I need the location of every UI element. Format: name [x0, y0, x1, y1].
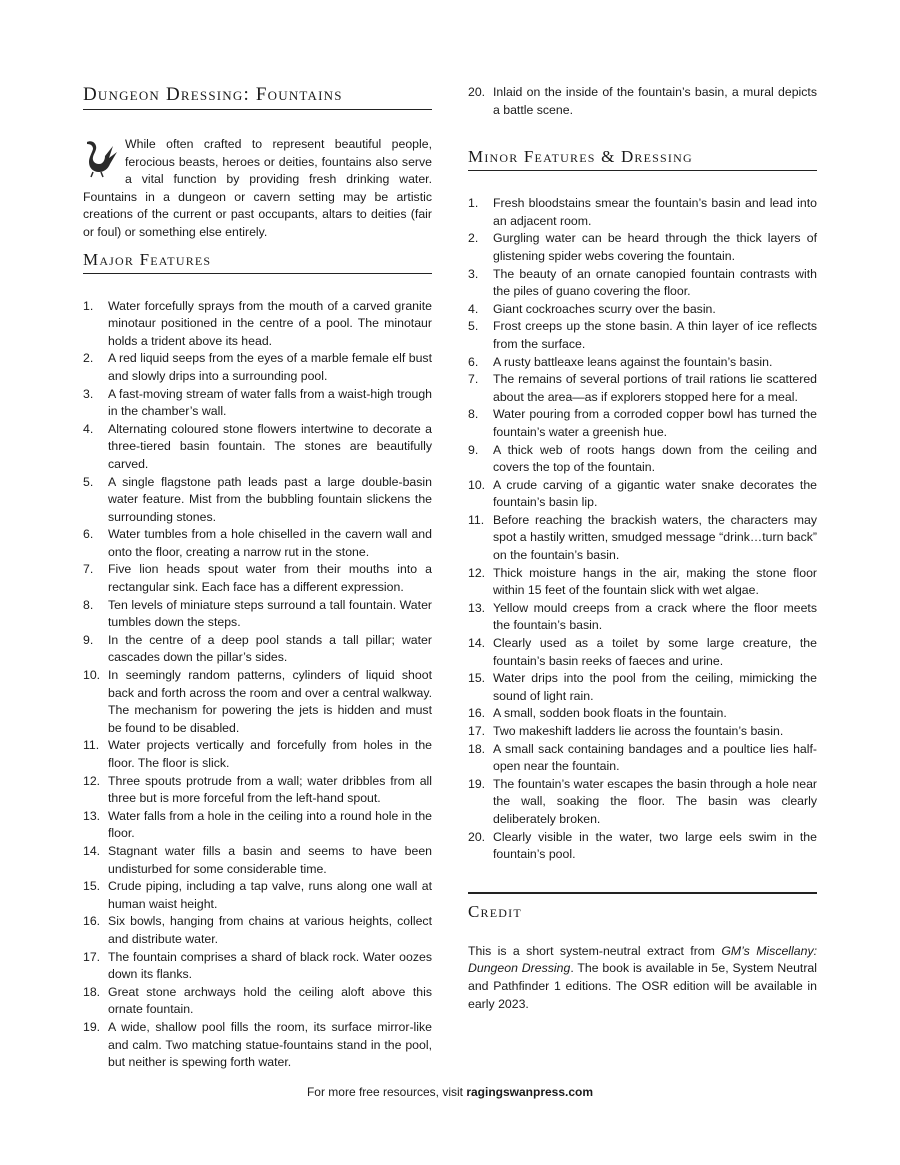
list-item — [468, 512, 817, 565]
list-item-number: 14. — [468, 636, 486, 651]
list-item-text: A wide, shallow pool fills the room, its surface mirror-like and calm. Two matching statue-fountains stand in the pool, but neither is spewing forth water. — [108, 1019, 432, 1070]
list-item — [83, 773, 432, 808]
list-item — [468, 318, 817, 353]
list-item — [83, 526, 432, 561]
list-item-number: 12. — [468, 565, 486, 580]
list-item-text: Stagnant water fills a basin and seems to have been undisturbed for some considerable time. — [108, 843, 432, 876]
list-item-text: Water tumbles from a hole chiselled in the cavern wall and onto the floor, creating a narrow rut in the stone. — [108, 527, 432, 559]
footer-link[interactable]: ragingswanpress.com — [466, 1085, 594, 1099]
list-item — [83, 984, 432, 1019]
list-item-text: Thick moisture hangs in the air, making the stone floor within 15 feet of the fountain slick with wet algae. — [493, 565, 817, 598]
list-item-text: The fountain comprises a shard of black rock. Water oozes down its flanks. — [108, 949, 432, 982]
list-item — [83, 667, 432, 737]
list-item-text: Inlaid on the inside of the fountain’s basin, a mural depicts a battle scene. — [493, 85, 817, 117]
list-item — [83, 913, 432, 948]
list-item-text: Clearly used as a toilet by some large creature, the fountain’s basin reeks of faeces and urine. — [493, 636, 817, 668]
footer — [0, 1085, 900, 1099]
list-item-number: 16. — [83, 914, 101, 929]
list-item-number: 20. — [468, 85, 486, 99]
list-item-text: Crude piping, including a tap valve, runs along one wall at human waist height. — [108, 879, 432, 911]
list-item — [468, 406, 817, 441]
list-item — [468, 230, 817, 265]
page-title: Dungeon Dressing: Fountains — [83, 84, 432, 110]
list-item-text: Frost creeps up the stone basin. A thin layer of ice reflects from the surface. — [493, 319, 817, 351]
list-item — [83, 737, 432, 772]
list-item — [468, 354, 817, 372]
list-item-number: 19. — [83, 1019, 101, 1034]
list-item — [468, 741, 817, 776]
list-item-number: 10. — [83, 668, 101, 683]
intro-block — [83, 136, 432, 242]
list-item-number: 1. — [468, 196, 479, 211]
list-item-text: In seemingly random patterns, cylinders of liquid shoot back and forth across the room and over a central walkway. The mechanism for powering the jets is hidden and must be found to be disabled. — [108, 668, 432, 735]
list-item-text: Fresh bloodstains smear the fountain’s basin and lead into an adjacent room. — [493, 196, 817, 228]
list-item-number: 17. — [468, 724, 486, 738]
list-item-text: Great stone archways hold the ceiling aloft above this ornate fountain. — [108, 984, 432, 1017]
list-item — [83, 474, 432, 527]
list-item — [468, 301, 817, 319]
list-item-text: Ten levels of miniature steps surround a tall fountain. Water tumbles down the steps. — [108, 597, 432, 630]
list-item — [83, 843, 432, 878]
major-features-list — [83, 298, 432, 1072]
list-item — [468, 635, 817, 670]
list-item-number: 4. — [83, 421, 94, 436]
book-title: GM’s Miscellany: Dungeon Dressing — [468, 943, 818, 976]
list-item-text: A rusty battleaxe leans against the fountain’s basin. — [493, 354, 773, 369]
list-item — [83, 561, 432, 596]
credit-text — [468, 943, 817, 1013]
intro-text: While often crafted to represent beautiful people, ferocious beasts, heroes or deities, fountains also serve a vital function by providing fresh drinking water. Fountains in a dungeon or cavern setting may be artistic creations of the current or past occupants, altars to deities (fair or foul) or something else entirely. — [83, 137, 432, 239]
list-item-text: A single flagstone path leads past a large double-basin water feature. Mist from the bubbling fountain slickens the surrounding stones. — [108, 474, 432, 524]
list-item — [468, 600, 817, 635]
list-item-text: A small sack containing bandages and a poultice lies half-open near the fountain. — [493, 741, 817, 774]
minor-features-heading: Minor Features & Dressing — [468, 147, 817, 171]
list-item-number: 4. — [468, 301, 479, 316]
list-item-number: 2. — [468, 231, 479, 246]
list-item — [83, 632, 432, 667]
list-item-number: 1. — [83, 298, 94, 313]
list-item-number: 8. — [468, 407, 479, 422]
list-item-text: A small, sodden book floats in the fountain. — [493, 706, 727, 721]
list-item-number: 5. — [83, 474, 94, 489]
list-item-text: A thick web of roots hangs down from the ceiling and covers the top of the fountain. — [493, 442, 817, 475]
list-item-text: Water drips into the pool from the ceiling, mimicking the sound of light rain. — [493, 671, 817, 703]
minor-features-list — [468, 195, 817, 864]
list-item-number: 11. — [468, 512, 485, 527]
credit-text-before: This is a short system-neutral extract from — [468, 943, 722, 958]
list-item-number: 5. — [468, 319, 479, 334]
list-item — [468, 195, 817, 230]
list-item-number: 14. — [83, 843, 101, 858]
list-item-number: 9. — [83, 632, 94, 647]
list-item-text: Six bowls, hanging from chains at various heights, collect and distribute water. — [108, 914, 432, 946]
list-item-text: A fast-moving stream of water falls from a waist-high trough in the chamber’s wall. — [108, 386, 432, 419]
credit-heading: Credit — [468, 901, 522, 921]
list-item-text: Water pouring from a corroded copper bowl has turned the fountain’s water a greenish hue. — [493, 407, 817, 439]
list-item-number: 16. — [468, 706, 486, 721]
list-item — [83, 298, 432, 351]
list-item-number: 8. — [83, 597, 94, 612]
list-item-text: Water projects vertically and forcefully from holes in the floor. The floor is slick. — [108, 738, 432, 770]
list-item-text: Giant cockroaches scurry over the basin. — [493, 301, 716, 316]
list-item — [468, 442, 817, 477]
list-item-text: Water forcefully sprays from the mouth of a carved granite minotaur positioned in the centre of a pool. The minotaur holds a trident above its head. — [108, 298, 432, 348]
list-item-number: 7. — [83, 562, 94, 577]
list-item — [83, 808, 432, 843]
list-item-text: A red liquid seeps from the eyes of a marble female elf bust and slowly drips into a surrounding pool. — [108, 351, 432, 383]
list-item-number: 12. — [83, 773, 101, 788]
list-item-number: 18. — [83, 984, 101, 999]
list-item-number: 17. — [83, 949, 101, 964]
list-item-text: The fountain’s water escapes the basin through a hole near the wall, soaking the floor. The basin was clearly deliberately broken. — [493, 776, 817, 826]
list-item — [468, 723, 817, 741]
list-item — [468, 565, 817, 600]
credit-divider — [468, 892, 817, 894]
list-item-number: 15. — [83, 879, 101, 894]
list-item — [83, 878, 432, 913]
list-item-text: Five lion heads spout water from their mouths into a rectangular sink. Each face has a different expression. — [108, 562, 432, 595]
list-item-text: Gurgling water can be heard through the thick layers of glistening spider webs covering the fountain. — [493, 231, 817, 263]
right-column — [468, 84, 817, 1013]
list-item-text: A crude carving of a gigantic water snake decorates the fountain’s basin lip. — [493, 477, 817, 510]
major-features-heading: Major Features — [83, 250, 432, 274]
list-item — [468, 776, 817, 829]
left-column — [83, 84, 432, 1072]
list-item-number: 3. — [83, 386, 94, 401]
list-item — [83, 350, 432, 385]
list-item — [83, 1019, 432, 1072]
list-item-number: 19. — [468, 776, 486, 791]
major-features-list-continued — [468, 84, 817, 119]
list-item-number: 18. — [468, 741, 486, 756]
list-item-number: 15. — [468, 671, 486, 686]
list-item-text: The remains of several portions of trail rations lie scattered about the area—as if explorers stopped here for a meal. — [493, 372, 817, 404]
list-item-text: The beauty of an ornate canopied fountain contrasts with the piles of guano covering the floor. — [493, 266, 817, 299]
list-item — [468, 705, 817, 723]
list-item-text: Two makeshift ladders lie across the fountain’s basin. — [493, 724, 784, 738]
list-item-text: Water falls from a hole in the ceiling into a round hole in the floor. — [108, 808, 432, 841]
list-item-number: 13. — [468, 600, 486, 615]
list-item-number: 11. — [83, 738, 100, 753]
list-item-number: 13. — [83, 808, 101, 823]
list-item-number: 2. — [83, 351, 94, 366]
list-item-number: 9. — [468, 442, 479, 457]
list-item-text: Before reaching the brackish waters, the characters may spot a hastily written, smudged message “drink…turn back” on the fountain’s basin. — [493, 512, 817, 563]
list-item — [83, 949, 432, 984]
list-item — [468, 266, 817, 301]
list-item — [83, 386, 432, 421]
list-item-text: Alternating coloured stone flowers intertwine to decorate a three-tiered basin fountain. The stones are beautifully carved. — [108, 421, 432, 471]
list-item — [83, 597, 432, 632]
list-item-number: 10. — [468, 477, 486, 492]
list-item-number: 3. — [468, 266, 479, 281]
footer-text: For more free resources, visit — [306, 1085, 467, 1099]
list-item-number: 20. — [468, 829, 486, 844]
list-item — [83, 421, 432, 474]
credit-text-after: . The book is available in 5e, System Neutral and Pathfinder 1 editions. The OSR edition will be available in early 2023. — [468, 961, 817, 1011]
list-item-number: 7. — [468, 372, 479, 387]
list-item-text: Three spouts protrude from a wall; water dribbles from all three but is more forceful from the left-hand spout. — [108, 773, 432, 806]
list-item — [468, 477, 817, 512]
list-item — [468, 829, 817, 864]
list-item — [468, 84, 817, 119]
swan-logo-icon — [83, 136, 119, 178]
list-item-number: 6. — [83, 527, 94, 542]
list-item — [468, 371, 817, 406]
list-item-text: Yellow mould creeps from a crack where the floor meets the fountain’s basin. — [493, 600, 817, 633]
list-item-text: Clearly visible in the water, two large eels swim in the fountain’s pool. — [493, 829, 817, 862]
list-item — [468, 670, 817, 705]
list-item-number: 6. — [468, 354, 479, 369]
list-item-text: In the centre of a deep pool stands a tall pillar; water cascades down the pillar’s sides. — [108, 632, 432, 665]
